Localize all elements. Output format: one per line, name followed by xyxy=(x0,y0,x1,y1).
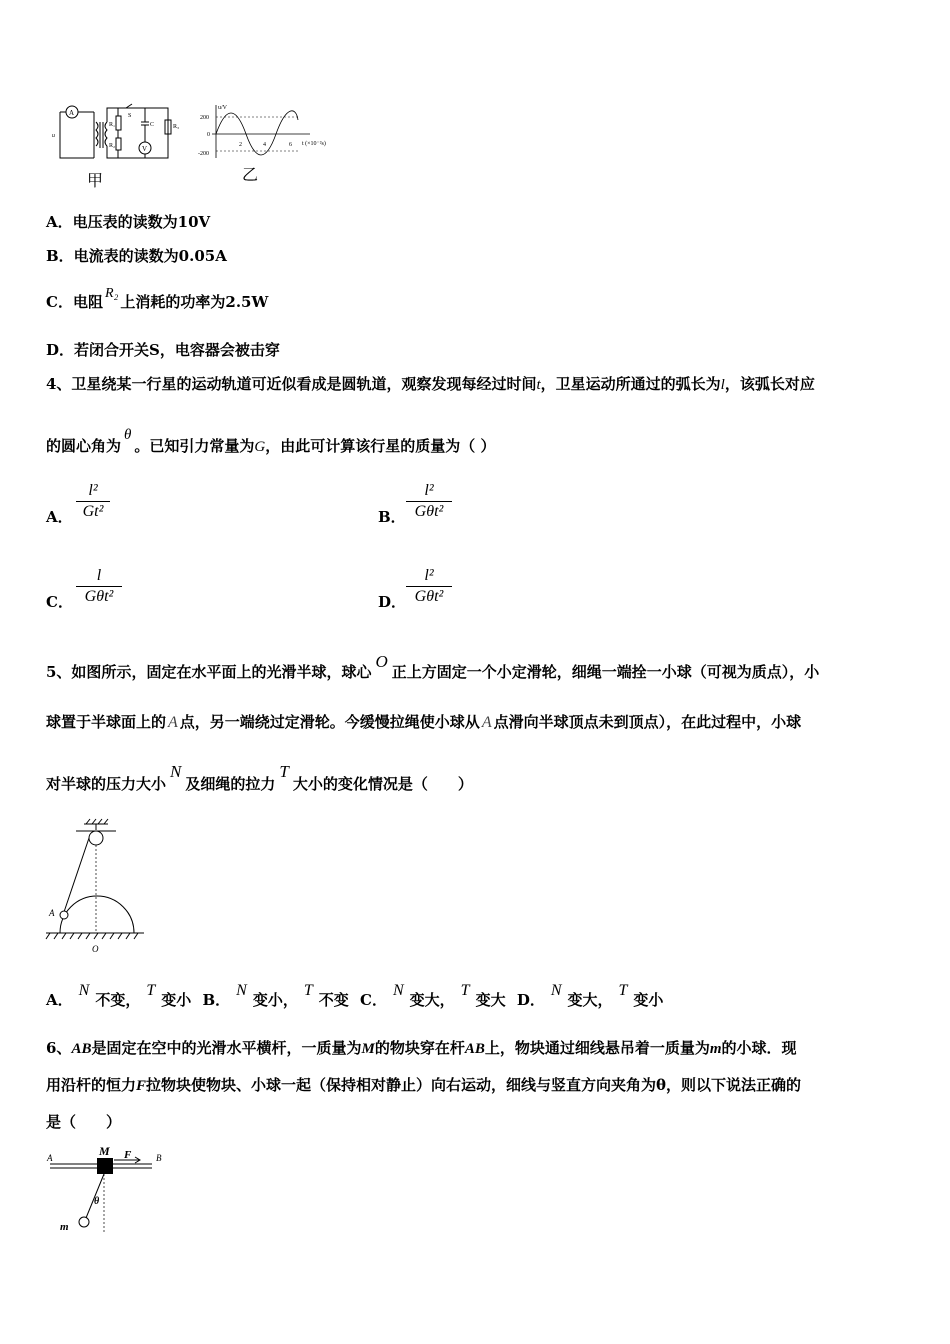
force-F-label: F xyxy=(124,1149,132,1161)
var-A: A xyxy=(168,714,178,731)
x-tick-6: 6 xyxy=(289,142,292,148)
q3-option-d: D．若闭合开关S，电容器会被击穿 xyxy=(46,341,280,359)
q5-text: 对半球的压力大小 xyxy=(46,775,167,793)
var-M: M xyxy=(361,1041,375,1057)
q4-stem-line2 xyxy=(46,427,496,457)
q4-text: 4、卫星绕某一行星的运动轨道可近似看成是圆轨道，观察发现每经过时间 xyxy=(46,375,537,393)
var-T: T xyxy=(618,982,628,999)
var-AB: AB xyxy=(71,1041,92,1057)
q5-option-a-label: A． xyxy=(46,991,73,1009)
var-O: O xyxy=(375,652,388,671)
q4-text: ，卫星运动所通过的弧长为 xyxy=(540,375,721,393)
point-O-label: O xyxy=(92,944,99,954)
figure-label-yi: 乙 xyxy=(242,165,259,184)
q5-option-a-t: 变小 xyxy=(161,991,192,1009)
end-A-label: A xyxy=(47,1153,53,1163)
var-T: T xyxy=(460,982,470,999)
angle-theta-label: θ xyxy=(94,1196,100,1207)
q5-text: 点，另一端绕过定滑轮。今缓慢拉绳使小球从 xyxy=(179,713,480,731)
var-T: T xyxy=(146,982,156,999)
q6-stem-line2 xyxy=(46,1075,801,1096)
voltmeter-label: V xyxy=(142,145,148,153)
q4-text: 的圆心角为 xyxy=(46,437,122,455)
var-theta: θ xyxy=(124,427,132,443)
q3-option-b: B．电流表的读数为0.05A xyxy=(46,247,227,265)
q5-text: 大小的变化情况是（ ） xyxy=(292,775,473,793)
var-A: A xyxy=(481,714,492,731)
denominator: Gθt² xyxy=(84,588,114,605)
q5-option-c-t: 变大 xyxy=(475,991,506,1009)
r2-symbol: R₂ xyxy=(104,286,119,301)
figure-label-jia: 甲 xyxy=(87,171,104,190)
var-l: l xyxy=(720,377,725,393)
y-min-label: -200 xyxy=(198,151,209,157)
q5-text: 点滑向半球顶点未到顶点），在此过程中，小球 xyxy=(493,713,802,731)
block-M-label: M xyxy=(99,1144,110,1158)
y-zero-label: 0 xyxy=(207,132,210,138)
r3-label: R₃ xyxy=(173,124,180,130)
ball-m-label: m xyxy=(60,1221,69,1233)
q6-text: 用沿杆的恒力 xyxy=(46,1076,137,1094)
var-F: F xyxy=(136,1078,147,1094)
q6-text: 6、 xyxy=(46,1039,72,1057)
var-t: t xyxy=(536,377,541,393)
q4-option-a-fraction xyxy=(76,482,110,521)
switch-label: S xyxy=(128,113,132,119)
denominator: Gθt² xyxy=(414,503,444,520)
q3-option-a: A．电压表的读数为10V xyxy=(46,213,211,231)
y-max-label: 200 xyxy=(200,115,209,121)
q4-text: ，由此可计算该行星的质量为（ ） xyxy=(265,437,496,455)
q5-option-d-label: D． xyxy=(516,991,545,1009)
var-N: N xyxy=(550,982,562,999)
q5-options xyxy=(46,982,664,1011)
q4-option-b-fraction xyxy=(406,482,452,521)
q5-option-b-n: 变小， xyxy=(252,991,298,1009)
q5-stem-line2 xyxy=(46,712,801,733)
numerator: l² xyxy=(424,482,434,499)
q5-option-b-t: 不变 xyxy=(318,991,349,1009)
q6-text: 的物块穿在杆 xyxy=(374,1039,465,1057)
q3-option-c xyxy=(46,286,269,314)
x-tick-4: 4 xyxy=(263,142,266,148)
q6-text: 的小球．现 xyxy=(721,1039,797,1057)
var-T: T xyxy=(279,762,289,781)
q6-stem-line3: 是（ ） xyxy=(46,1113,122,1131)
q5-option-c-label: C． xyxy=(360,991,387,1009)
q5-option-a-n: 不变， xyxy=(95,991,141,1009)
q6-text: 拉物块使物块、小球一起（保持相对静止）向右运动，细线与竖直方向夹角为θ，则以下说法正确的 xyxy=(146,1076,802,1094)
q5-text: 及细绳的拉力 xyxy=(185,775,276,793)
q5-option-d-n: 变大， xyxy=(567,991,613,1009)
q5-text: 5、如图所示，固定在水平面上的光滑半球，球心 xyxy=(46,663,372,681)
q5-option-d-t: 变小 xyxy=(633,991,664,1009)
q5-stem-line1 xyxy=(46,652,820,682)
denominator: Gt² xyxy=(82,503,104,520)
q4-option-b-label: B． xyxy=(378,508,406,526)
q6-stem-line1 xyxy=(46,1038,797,1059)
rod-block-ball-diagram xyxy=(44,1142,174,1238)
q3-option-c-suffix: 上消耗的功率为2.5W xyxy=(120,293,269,311)
circuit-diagram-jia xyxy=(50,100,185,170)
x-axis-label: t (×10⁻²s) xyxy=(302,141,326,147)
q4-text: 。已知引力常量为 xyxy=(134,437,255,455)
point-A-label: A xyxy=(49,908,55,918)
q5-text: 正上方固定一个小定滑轮，细绳一端拴一小球（可视为质点），小 xyxy=(391,663,820,681)
q4-option-d-fraction xyxy=(406,567,452,606)
var-N: N xyxy=(236,982,247,999)
var-G: G xyxy=(254,439,266,455)
q5-option-b-label: B． xyxy=(202,991,231,1009)
capacitor-label: C xyxy=(150,122,155,128)
x-tick-2: 2 xyxy=(239,142,242,148)
sine-graph-yi xyxy=(198,100,348,165)
var-T: T xyxy=(303,982,313,999)
var-N: N xyxy=(78,982,90,999)
q4-stem-line1 xyxy=(46,374,815,395)
var-N: N xyxy=(170,762,182,781)
r2-label: R₂ xyxy=(109,143,116,149)
hemisphere-pulley-diagram xyxy=(44,816,150,956)
numerator: l xyxy=(96,567,102,584)
var-AB: AB xyxy=(464,1041,485,1057)
q3-option-c-prefix: C．电阻 xyxy=(46,293,103,311)
var-N: N xyxy=(392,982,404,999)
r1-label: R₁ xyxy=(109,122,116,128)
q4-option-a-label: A． xyxy=(46,508,73,526)
q5-text: 球置于半球面上的 xyxy=(46,713,167,731)
q5-stem-line3 xyxy=(46,762,473,794)
y-axis-label: u/V xyxy=(218,105,227,111)
ammeter-label: A xyxy=(69,109,75,117)
end-B-label: B xyxy=(156,1153,162,1163)
q4-option-c-label: C． xyxy=(46,593,73,611)
q6-text: 是固定在空中的光滑水平横杆，一质量为 xyxy=(91,1039,362,1057)
var-m: m xyxy=(709,1041,722,1057)
numerator: l² xyxy=(88,482,98,499)
q6-text: 上，物块通过细线悬吊着一质量为 xyxy=(484,1039,710,1057)
q4-option-c-fraction xyxy=(76,567,122,606)
q5-option-c-n: 变大， xyxy=(409,991,455,1009)
numerator: l² xyxy=(424,567,434,584)
q4-option-d-label: D． xyxy=(378,593,407,611)
denominator: Gθt² xyxy=(414,588,444,605)
q4-text: ，该弧长对应 xyxy=(724,375,815,393)
u-label: u xyxy=(52,133,55,139)
